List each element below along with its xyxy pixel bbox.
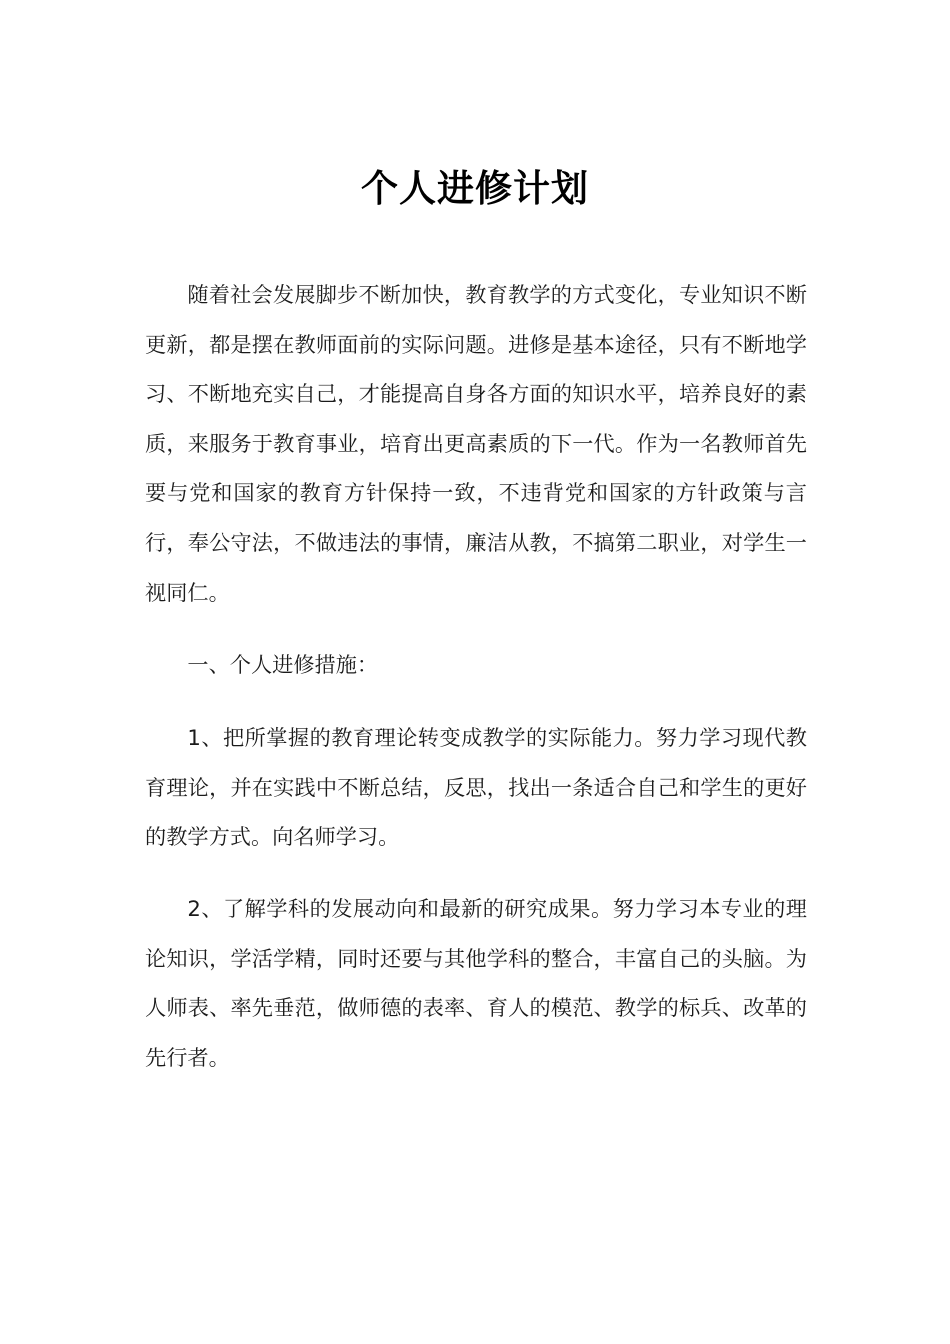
list-item-2: 2、了解学科的发展动向和最新的研究成果。努力学习本专业的理论知识，学活学精，同时还要与其他学科的整合，丰富自己的头脑。为人师表、率先垂范，做师德的表率、育人的模范、教学的标兵、改革的先行者。 bbox=[145, 896, 807, 1070]
document-title: 个人进修计划 bbox=[361, 166, 589, 210]
intro-paragraph: 随着社会发展脚步不断加快，教育教学的方式变化，专业知识不断更新，都是摆在教师面前的实际问题。进修是基本途径，只有不断地学习、不断地充实自己，才能提高自身各方面的知识水平，培养良好的素质，来服务于教育事业，培育出更高素质的下一代。作为一名教师首先要与党和国家的教育方针保持一致，不违背党和国家的方针政策与言行，奉公守法，不做违法的事情，廉洁从教，不搞第二职业，对学生一视同仁。 bbox=[145, 282, 807, 605]
section-heading: 一、个人进修措施： bbox=[187, 652, 379, 677]
list-item-1: 1、把所掌握的教育理论转变成教学的实际能力。努力学习现代教育理论，并在实践中不断总结，反思，找出一条适合自己和学生的更好的教学方式。向名师学习。 bbox=[145, 725, 807, 850]
